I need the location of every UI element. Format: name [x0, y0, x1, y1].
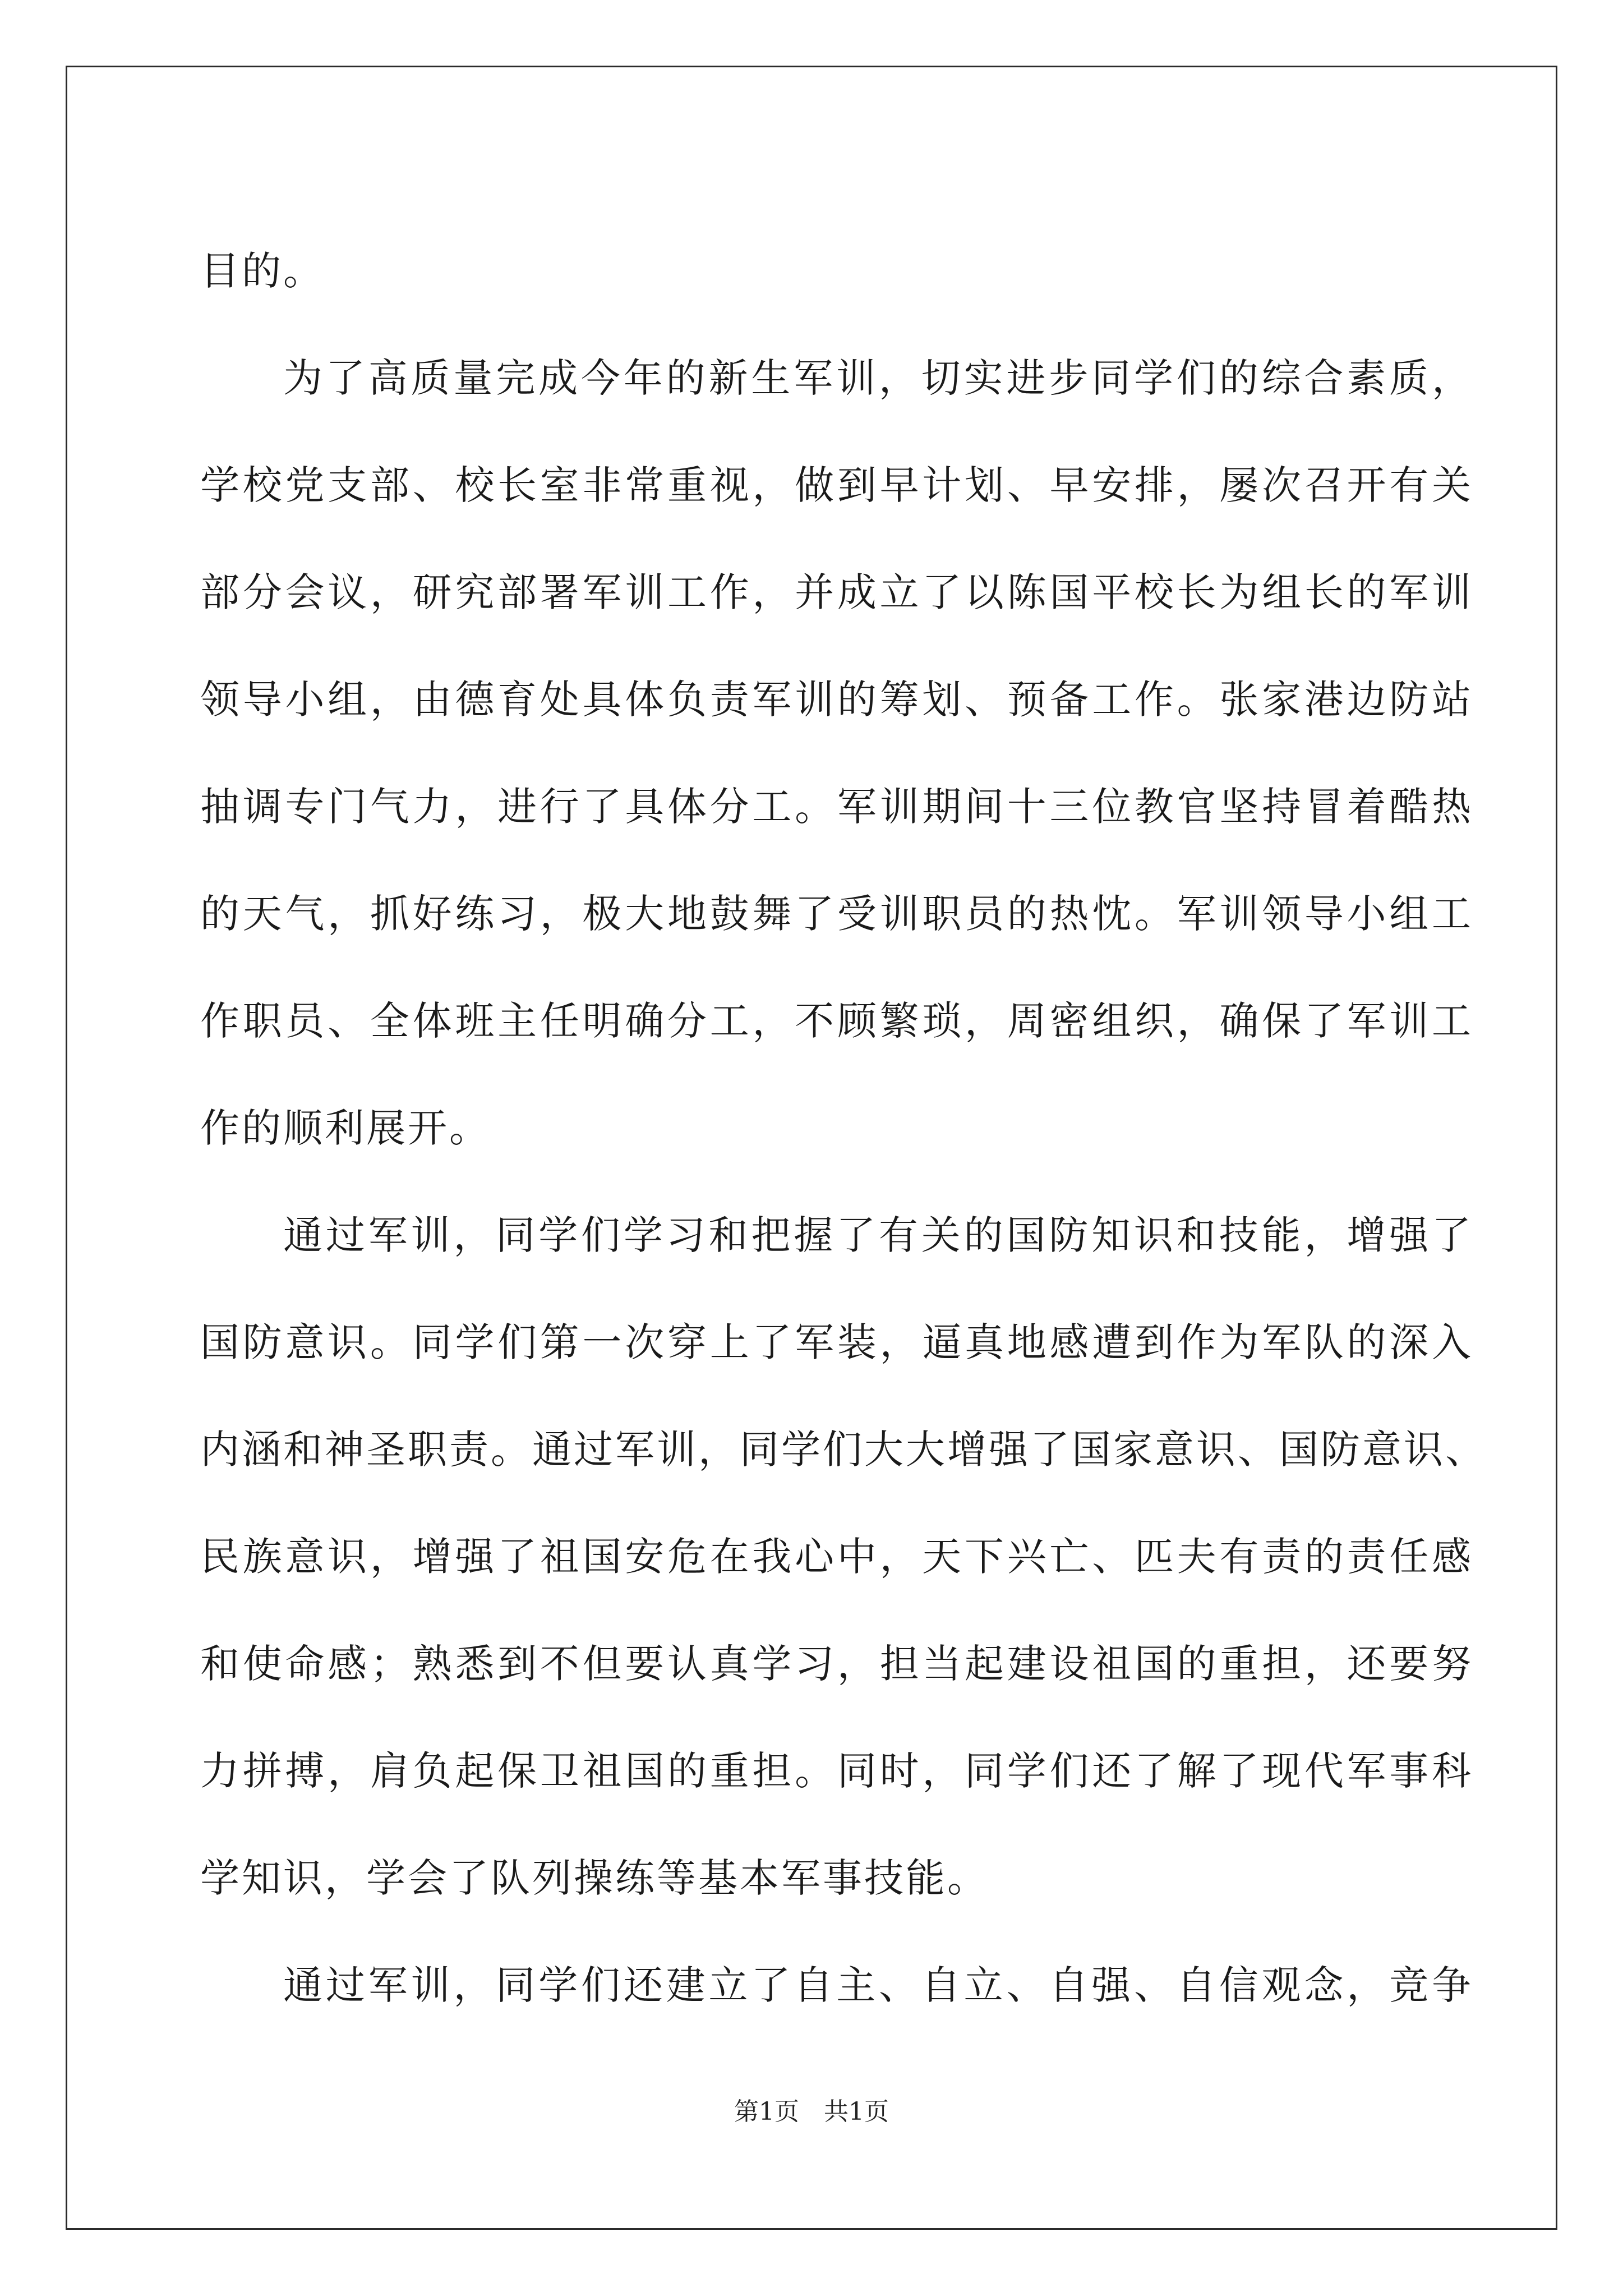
text-line: 学校党支部、校长室非常重视，做到早计划、早安排，屡次召开有关	[200, 462, 1473, 508]
text-line: 力拼搏，肩负起保卫祖国的重担。同时，同学们还了解了现代军事科	[200, 1748, 1473, 1794]
text-line: 和使命感；熟悉到不但要认真学习，担当起建设祖国的重担，还要努	[200, 1641, 1473, 1687]
text-line: 目的。	[200, 248, 325, 294]
text-line: 国防意识。同学们第一次穿上了军装，逼真地感遭到作为军队的深入	[200, 1319, 1473, 1365]
document-body	[200, 218, 1487, 2039]
paragraph-first-line: 通过军训，同学们学习和把握了有关的国防知识和技能，增强了	[283, 1212, 1473, 1258]
paragraph-first-line: 为了高质量完成今年的新生军训，切实进步同学们的综合素质，	[283, 355, 1473, 401]
text-line: 作职员、全体班主任明确分工，不顾繁琐，周密组织，确保了军训工	[200, 998, 1473, 1044]
text-line: 作的顺利展开。	[200, 1105, 491, 1151]
text-line: 部分会议，研究部署军训工作，并成立了以陈国平校长为组长的军训	[200, 569, 1473, 615]
text-line: 内涵和神圣职责。通过军训，同学们大大增强了国家意识、国防意识、	[200, 1427, 1487, 1473]
text-line: 的天气，抓好练习，极大地鼓舞了受训职员的热忱。军训领导小组工	[200, 891, 1473, 937]
text-line: 领导小组，由德育处具体负责军训的筹划、预备工作。张家港边防站	[200, 677, 1473, 723]
paragraph-first-line: 通过军训，同学们还建立了自主、自立、自强、自信观念，竞争	[283, 1962, 1473, 2008]
page-number-footer: 第1页 共1页	[734, 2097, 889, 2126]
text-line: 抽调专门气力，进行了具体分工。军训期间十三位教官坚持冒着酷热	[200, 784, 1473, 830]
text-line: 民族意识，增强了祖国安危在我心中，天下兴亡、匹夫有责的责任感	[200, 1534, 1473, 1580]
text-line: 学知识，学会了队列操练等基本军事技能。	[200, 1855, 989, 1901]
